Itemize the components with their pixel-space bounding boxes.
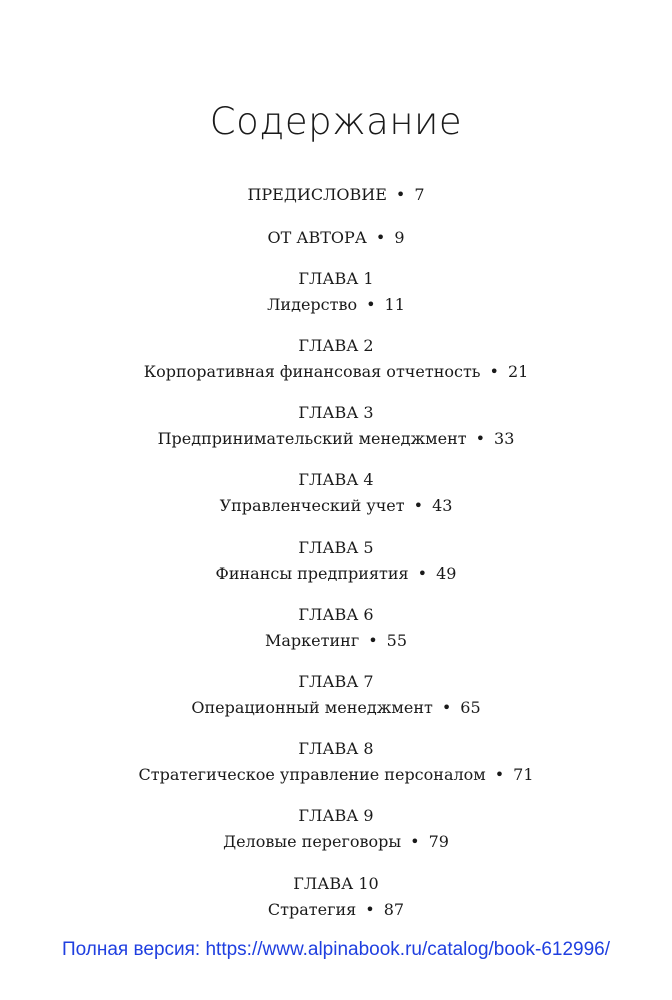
chapter-title: Лидерство: [267, 295, 358, 314]
separator-dot: •: [410, 832, 420, 851]
chapter-heading: ГЛАВА 9: [298, 806, 374, 825]
toc-entry-from-author[interactable]: [0, 227, 672, 249]
toc-chapter-5[interactable]: [0, 537, 672, 585]
chapter-heading: ГЛАВА 2: [298, 336, 374, 355]
entry-page: 7: [414, 185, 425, 204]
chapter-heading: ГЛАВА 7: [298, 672, 374, 691]
chapter-heading: ГЛАВА 10: [293, 874, 379, 893]
separator-dot: •: [441, 698, 452, 717]
chapter-heading: ГЛАВА 3: [298, 403, 374, 422]
chapter-title: Операционный менеджмент: [191, 698, 433, 717]
separator-dot: •: [365, 900, 375, 919]
toc-chapter-10[interactable]: [0, 873, 672, 921]
separator-dot: •: [417, 564, 428, 583]
chapter-title: Стратегическое управление персоналом: [138, 765, 486, 784]
chapter-heading: ГЛАВА 1: [298, 269, 374, 288]
toc-chapter-8[interactable]: [0, 738, 672, 786]
chapter-page: 49: [436, 564, 457, 583]
chapter-title: Финансы предприятия: [215, 564, 409, 583]
separator-dot: •: [375, 228, 386, 247]
separator-dot: •: [368, 631, 378, 650]
chapter-page: 21: [507, 362, 529, 381]
toc-chapter-2[interactable]: [0, 335, 672, 383]
page-title: Содержание: [209, 100, 463, 143]
chapter-title: Маркетинг: [265, 631, 360, 650]
full-version-link[interactable]: Полная версия: https://www.alpinabook.ru/catalog/book-612996/: [61, 939, 611, 960]
chapter-page: 79: [428, 832, 449, 851]
entry-label: ОТ АВТОРА: [267, 228, 367, 247]
toc-chapter-9[interactable]: [0, 805, 672, 853]
toc-entry-preface[interactable]: [0, 184, 672, 206]
chapter-page: 55: [386, 631, 407, 650]
separator-dot: •: [413, 496, 424, 515]
separator-dot: •: [494, 765, 505, 784]
chapter-page: 71: [513, 765, 534, 784]
chapter-page: 33: [494, 429, 515, 448]
chapter-page: 11: [384, 295, 405, 314]
entry-page: 9: [394, 228, 405, 247]
chapter-title: Предпринимательский менеджмент: [157, 429, 467, 448]
separator-dot: •: [475, 429, 486, 448]
separator-dot: •: [395, 185, 406, 204]
toc-chapter-1[interactable]: [0, 268, 672, 316]
chapter-title: Деловые переговоры: [223, 832, 402, 851]
toc-chapter-4[interactable]: [0, 469, 672, 517]
chapter-heading: ГЛАВА 5: [298, 538, 374, 557]
chapter-page: 87: [383, 900, 405, 919]
toc-chapter-7[interactable]: [0, 671, 672, 719]
chapter-heading: ГЛАВА 4: [298, 470, 374, 489]
separator-dot: •: [489, 362, 499, 381]
toc-chapter-6[interactable]: [0, 604, 672, 652]
chapter-page: 43: [432, 496, 453, 515]
chapter-heading: ГЛАВА 8: [298, 739, 374, 758]
chapter-heading: ГЛАВА 6: [298, 605, 374, 624]
chapter-title: Корпоративная финансовая отчетность: [143, 362, 481, 381]
toc-chapter-3[interactable]: [0, 402, 672, 450]
chapter-page: 65: [460, 698, 481, 717]
separator-dot: •: [366, 295, 376, 314]
entry-label: ПРЕДИСЛОВИЕ: [247, 185, 387, 204]
chapter-title: Управленческий учет: [219, 496, 405, 515]
chapter-title: Стратегия: [267, 900, 357, 919]
